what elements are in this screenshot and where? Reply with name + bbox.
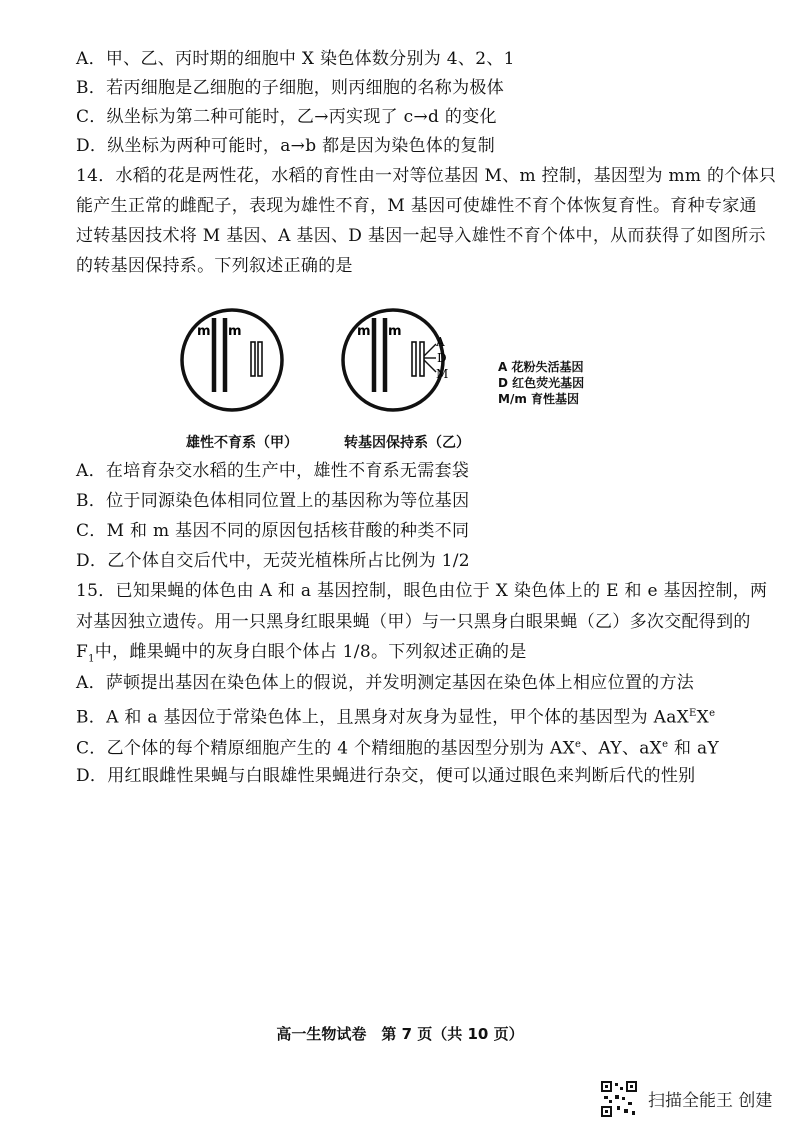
gene-label-d: D bbox=[437, 351, 447, 365]
legend-a: A 花粉失活基因 bbox=[498, 360, 584, 374]
page-footer: 高一生物试卷 第 7 页（共 10 页） bbox=[276, 1025, 524, 1043]
q14-stem-line-3: 过转基因技术将 M 基因、A 基因、D 基因一起导入雄性不育个体中，从而获得了如图所示 bbox=[76, 226, 766, 246]
q13-option-b: B．若丙细胞是乙细胞的子细胞，则丙细胞的名称为极体 bbox=[76, 78, 504, 98]
q14-stem-line-4: 的转基因保持系。下列叙述正确的是 bbox=[76, 256, 353, 276]
q15-stem-line-1: 15．已知果蝇的体色由 A 和 a 基因控制，眼色由位于 X 染色体上的 E 和 e 基因控制，两 bbox=[76, 581, 768, 601]
q13-option-d: D．纵坐标为两种可能时，a→b 都是因为染色体的复制 bbox=[76, 136, 496, 156]
cell1-gene-label-1: m bbox=[197, 324, 211, 339]
q15-option-d: D．用红眼雌性果蝇与白眼雄性果蝇进行杂交，便可以通过眼色来判断后代的性别 bbox=[76, 766, 696, 786]
q13-option-a: A．甲、乙、丙时期的细胞中 X 染色体数分别为 4、2、1 bbox=[76, 49, 515, 69]
chromosome-figure bbox=[0, 300, 800, 440]
cell2-gene-label-1: m bbox=[357, 324, 371, 339]
q14-option-b: B．位于同源染色体相同位置上的基因称为等位基因 bbox=[76, 491, 470, 511]
scanner-watermark: 扫描全能王 创建 bbox=[648, 1091, 773, 1111]
q15-stem-line-2: 对基因独立遗传。用一只黑身红眼果蝇（甲）与一只黑身白眼果蝇（乙）多次交配得到的 bbox=[76, 612, 751, 632]
caption-maintainer: 转基因保持系（乙） bbox=[344, 435, 470, 451]
legend-m: M/m 育性基因 bbox=[498, 392, 580, 406]
gene-label-m: M bbox=[436, 367, 449, 381]
q15-option-c: C．乙个体的每个精原细胞产生的 4 个精细胞的基因型分别为 $AX^e$、AY、$aX^e$ 和 aY bbox=[76, 738, 719, 759]
q14-option-c: C．M 和 m 基因不同的原因包括核苷酸的种类不同 bbox=[76, 521, 470, 541]
q14-stem-line-2: 能产生正常的雌配子，表现为雄性不育，M 基因可使雄性不育个体恢复育性。育种专家通 bbox=[76, 196, 757, 216]
q15-option-a: A．萨顿提出基因在染色体上的假说，并发明测定基因在染色体上相应位置的方法 bbox=[76, 673, 695, 693]
caption-male-sterile: 雄性不育系（甲） bbox=[186, 435, 298, 451]
q14-option-a: A．在培育杂交水稻的生产中，雄性不育系无需套袋 bbox=[76, 461, 470, 481]
q14-stem-line-1: 14．水稻的花是两性花，水稻的育性由一对等位基因 M、m 控制，基因型为 mm 的个体只 bbox=[76, 166, 777, 186]
cell2-gene-label-2: m bbox=[388, 324, 402, 339]
q15-stem-line-3: $F_1$中，雌果蝇中的灰身白眼个体占 1/8。下列叙述正确的是 bbox=[76, 642, 527, 665]
q13-option-c: C．纵坐标为第二种可能时，乙→丙实现了 c→d 的变化 bbox=[76, 107, 497, 127]
gene-label-a: A bbox=[436, 335, 445, 349]
qr-code-icon bbox=[600, 1080, 638, 1118]
q15-option-b: B．A 和 a 基因位于常染色体上，且黑身对灰身为显性，甲个体的基因型为 AaX$^E$Xe bbox=[76, 707, 716, 728]
q14-option-d: D．乙个体自交后代中，无荧光植株所占比例为 1/2 bbox=[76, 551, 470, 571]
legend-d: D 红色荧光基因 bbox=[498, 376, 585, 390]
cell1-gene-label-2: m bbox=[228, 324, 242, 339]
